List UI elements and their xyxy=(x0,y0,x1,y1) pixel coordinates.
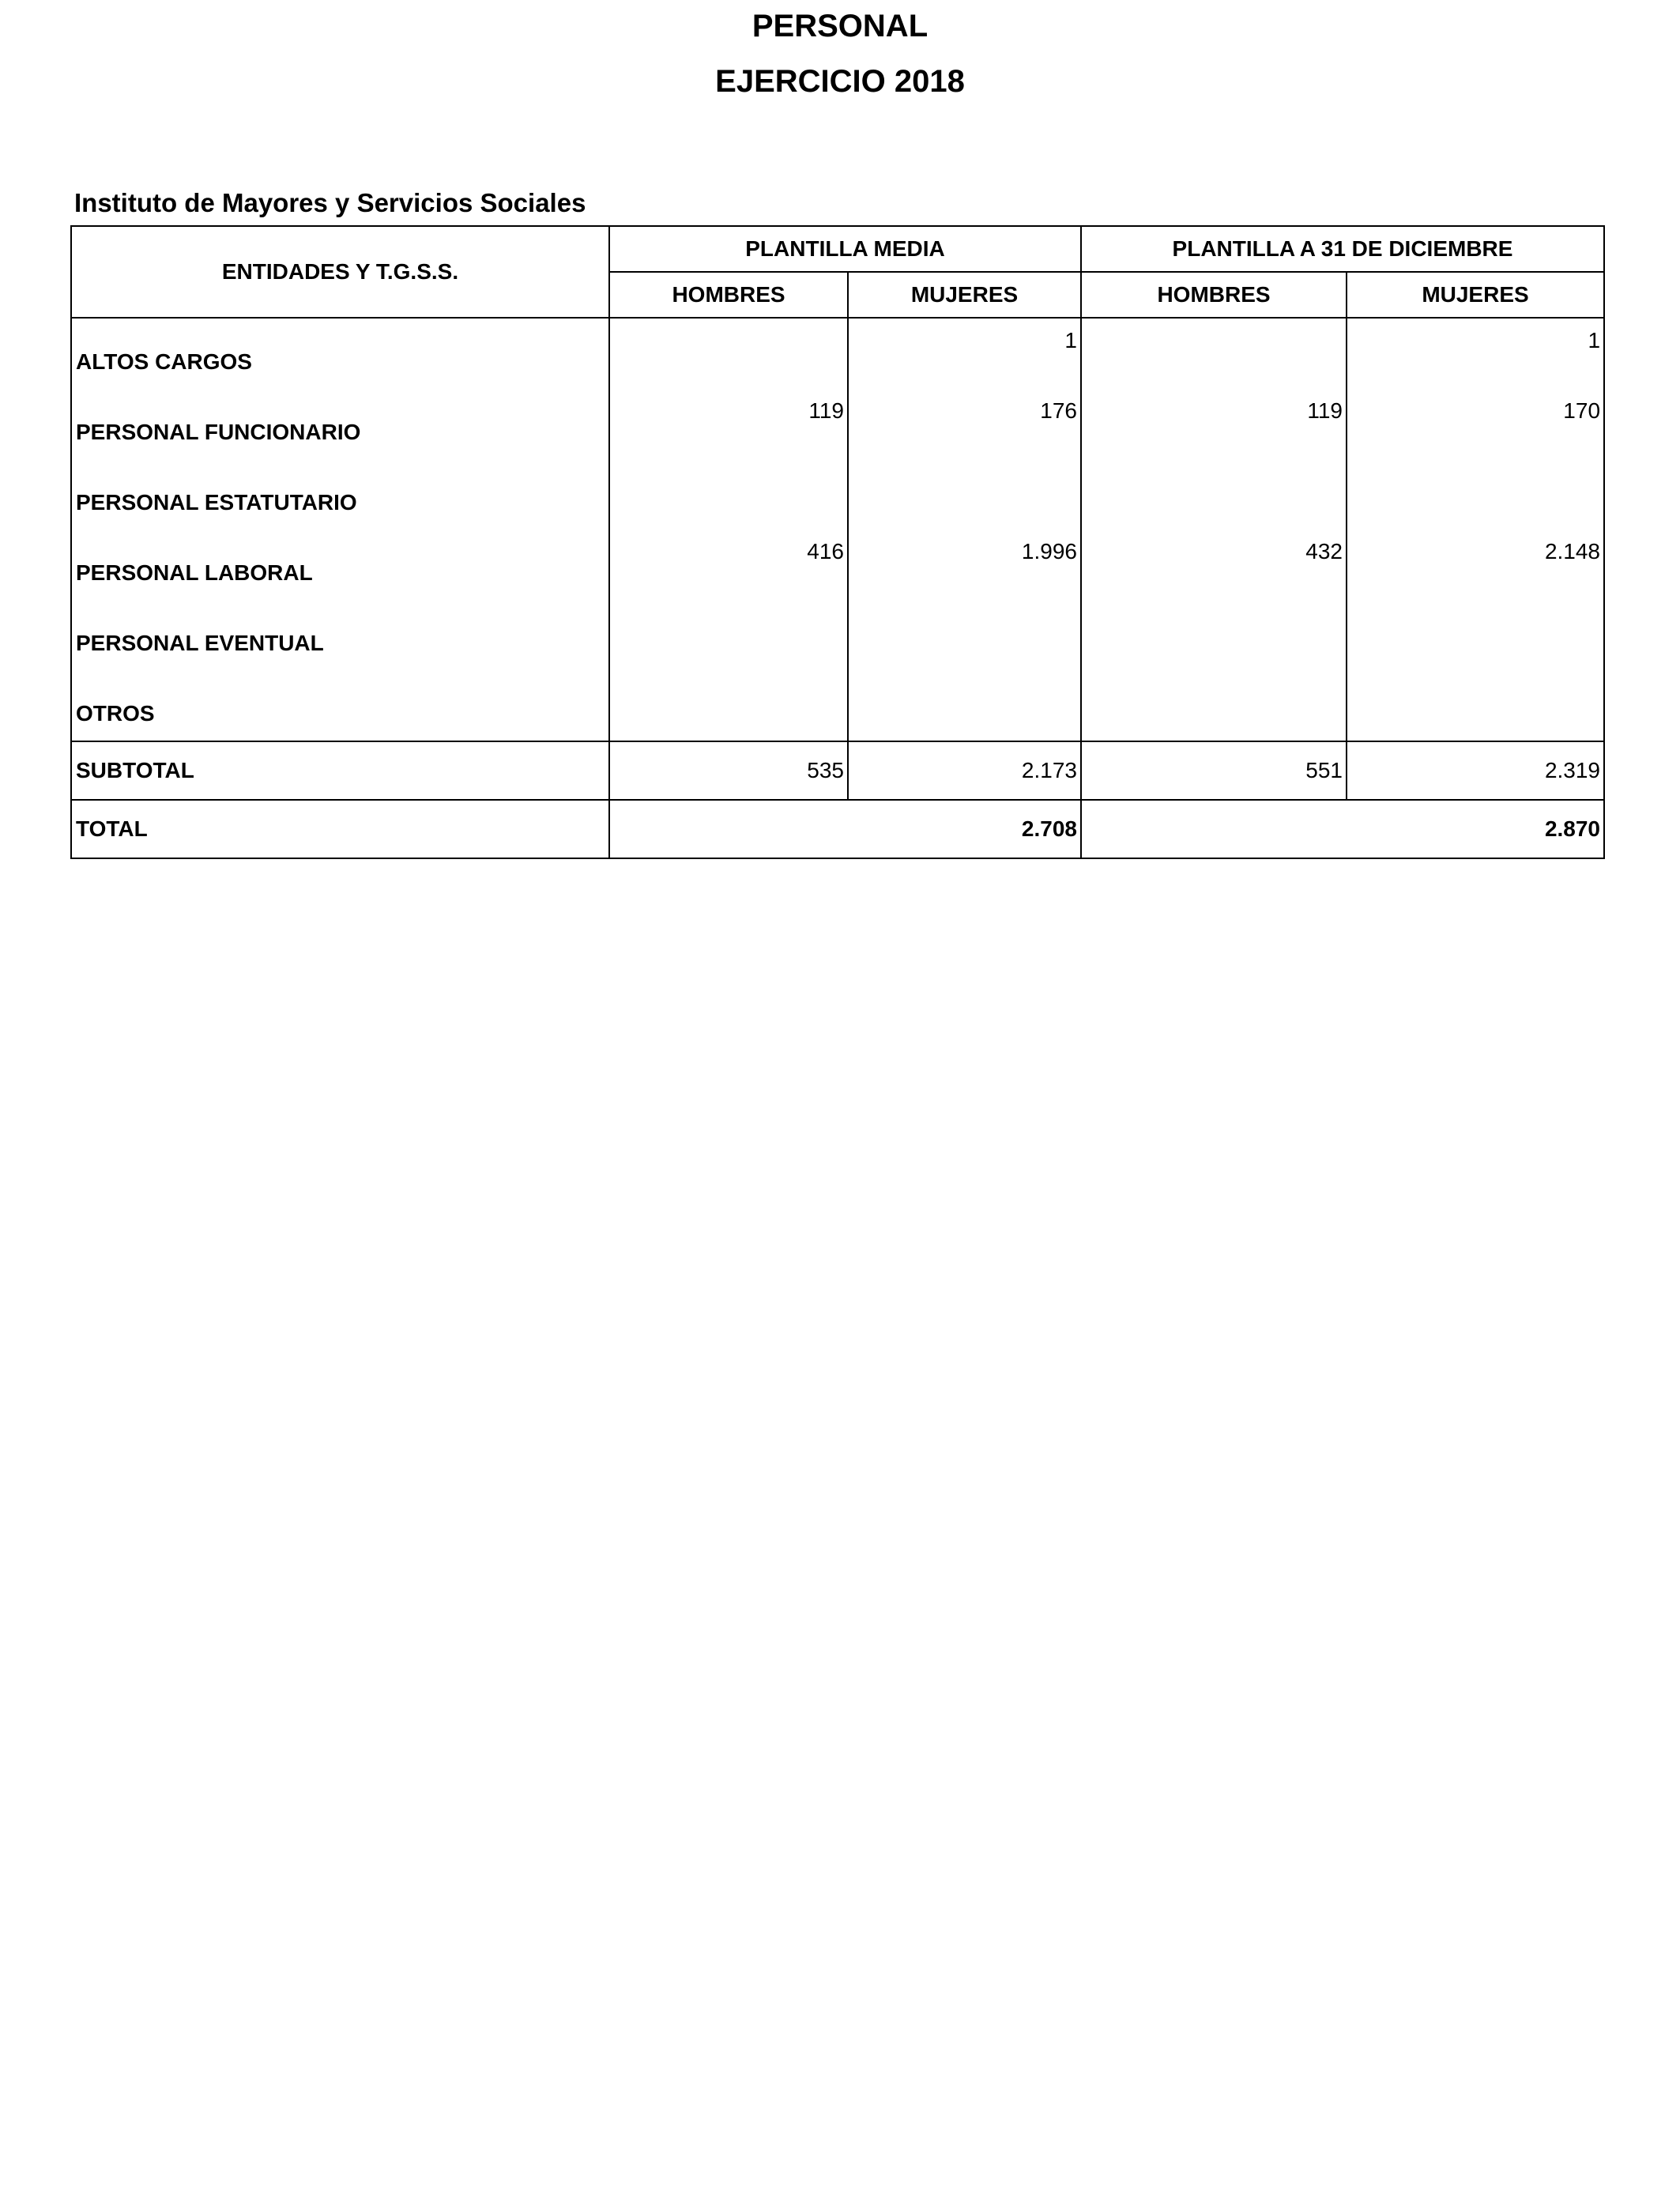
subtotal-media-hombres: 535 xyxy=(609,741,848,800)
group-header-plantilla-media: PLANTILLA MEDIA xyxy=(609,226,1081,272)
cell-media-hombres: 119 xyxy=(609,389,848,459)
cell-media-mujeres: 1.996 xyxy=(848,530,1081,600)
staff-table xyxy=(70,225,1605,859)
cell-diciembre-mujeres xyxy=(1347,670,1604,741)
row-label: PERSONAL ESTATUTARIO xyxy=(71,459,609,530)
page-title: PERSONAL xyxy=(751,9,929,43)
cell-diciembre-hombres: 119 xyxy=(1081,389,1347,459)
table-row xyxy=(71,530,1604,600)
cell-media-mujeres xyxy=(848,670,1081,741)
table-row xyxy=(71,600,1604,670)
total-plantilla-media: 2.708 xyxy=(609,800,1081,858)
subtotal-diciembre-mujeres: 2.319 xyxy=(1347,741,1604,800)
cell-diciembre-hombres xyxy=(1081,600,1347,670)
cell-diciembre-hombres: 432 xyxy=(1081,530,1347,600)
cell-media-hombres xyxy=(609,318,848,389)
subtotal-label: SUBTOTAL xyxy=(71,741,609,800)
cell-media-hombres xyxy=(609,459,848,530)
page-subtitle: EJERCICIO 2018 xyxy=(715,64,965,99)
cell-diciembre-mujeres: 2.148 xyxy=(1347,530,1604,600)
cell-media-mujeres: 176 xyxy=(848,389,1081,459)
subheader-diciembre-hombres: HOMBRES xyxy=(1081,272,1347,318)
cell-diciembre-hombres xyxy=(1081,670,1347,741)
table-row xyxy=(71,389,1604,459)
table-row xyxy=(71,670,1604,741)
subheader-media-hombres: HOMBRES xyxy=(609,272,848,318)
cell-media-hombres xyxy=(609,600,848,670)
total-row xyxy=(71,800,1604,858)
cell-media-hombres: 416 xyxy=(609,530,848,600)
row-label: ALTOS CARGOS xyxy=(71,318,609,389)
table-row xyxy=(71,459,1604,530)
cell-diciembre-mujeres xyxy=(1347,600,1604,670)
cell-media-mujeres xyxy=(848,459,1081,530)
entity-column-header: ENTIDADES Y T.G.S.S. xyxy=(71,226,609,318)
total-plantilla-diciembre: 2.870 xyxy=(1081,800,1604,858)
row-label: OTROS xyxy=(71,670,609,741)
cell-diciembre-mujeres: 1 xyxy=(1347,318,1604,389)
cell-diciembre-hombres xyxy=(1081,459,1347,530)
table-row xyxy=(71,318,1604,389)
subtotal-media-mujeres: 2.173 xyxy=(848,741,1081,800)
cell-diciembre-mujeres xyxy=(1347,459,1604,530)
subtotal-row xyxy=(71,741,1604,800)
row-label: PERSONAL FUNCIONARIO xyxy=(71,389,609,459)
cell-media-mujeres: 1 xyxy=(848,318,1081,389)
cell-media-mujeres xyxy=(848,600,1081,670)
cell-media-hombres xyxy=(609,670,848,741)
subheader-diciembre-mujeres: MUJERES xyxy=(1347,272,1604,318)
group-header-plantilla-diciembre: PLANTILLA A 31 DE DICIEMBRE xyxy=(1081,226,1604,272)
entity-name: Instituto de Mayores y Servicios Sociales xyxy=(74,188,586,217)
total-label: TOTAL xyxy=(71,800,609,858)
row-label: PERSONAL EVENTUAL xyxy=(71,600,609,670)
subheader-media-mujeres: MUJERES xyxy=(848,272,1081,318)
cell-diciembre-hombres xyxy=(1081,318,1347,389)
cell-diciembre-mujeres: 170 xyxy=(1347,389,1604,459)
subtotal-diciembre-hombres: 551 xyxy=(1081,741,1347,800)
row-label: PERSONAL LABORAL xyxy=(71,530,609,600)
